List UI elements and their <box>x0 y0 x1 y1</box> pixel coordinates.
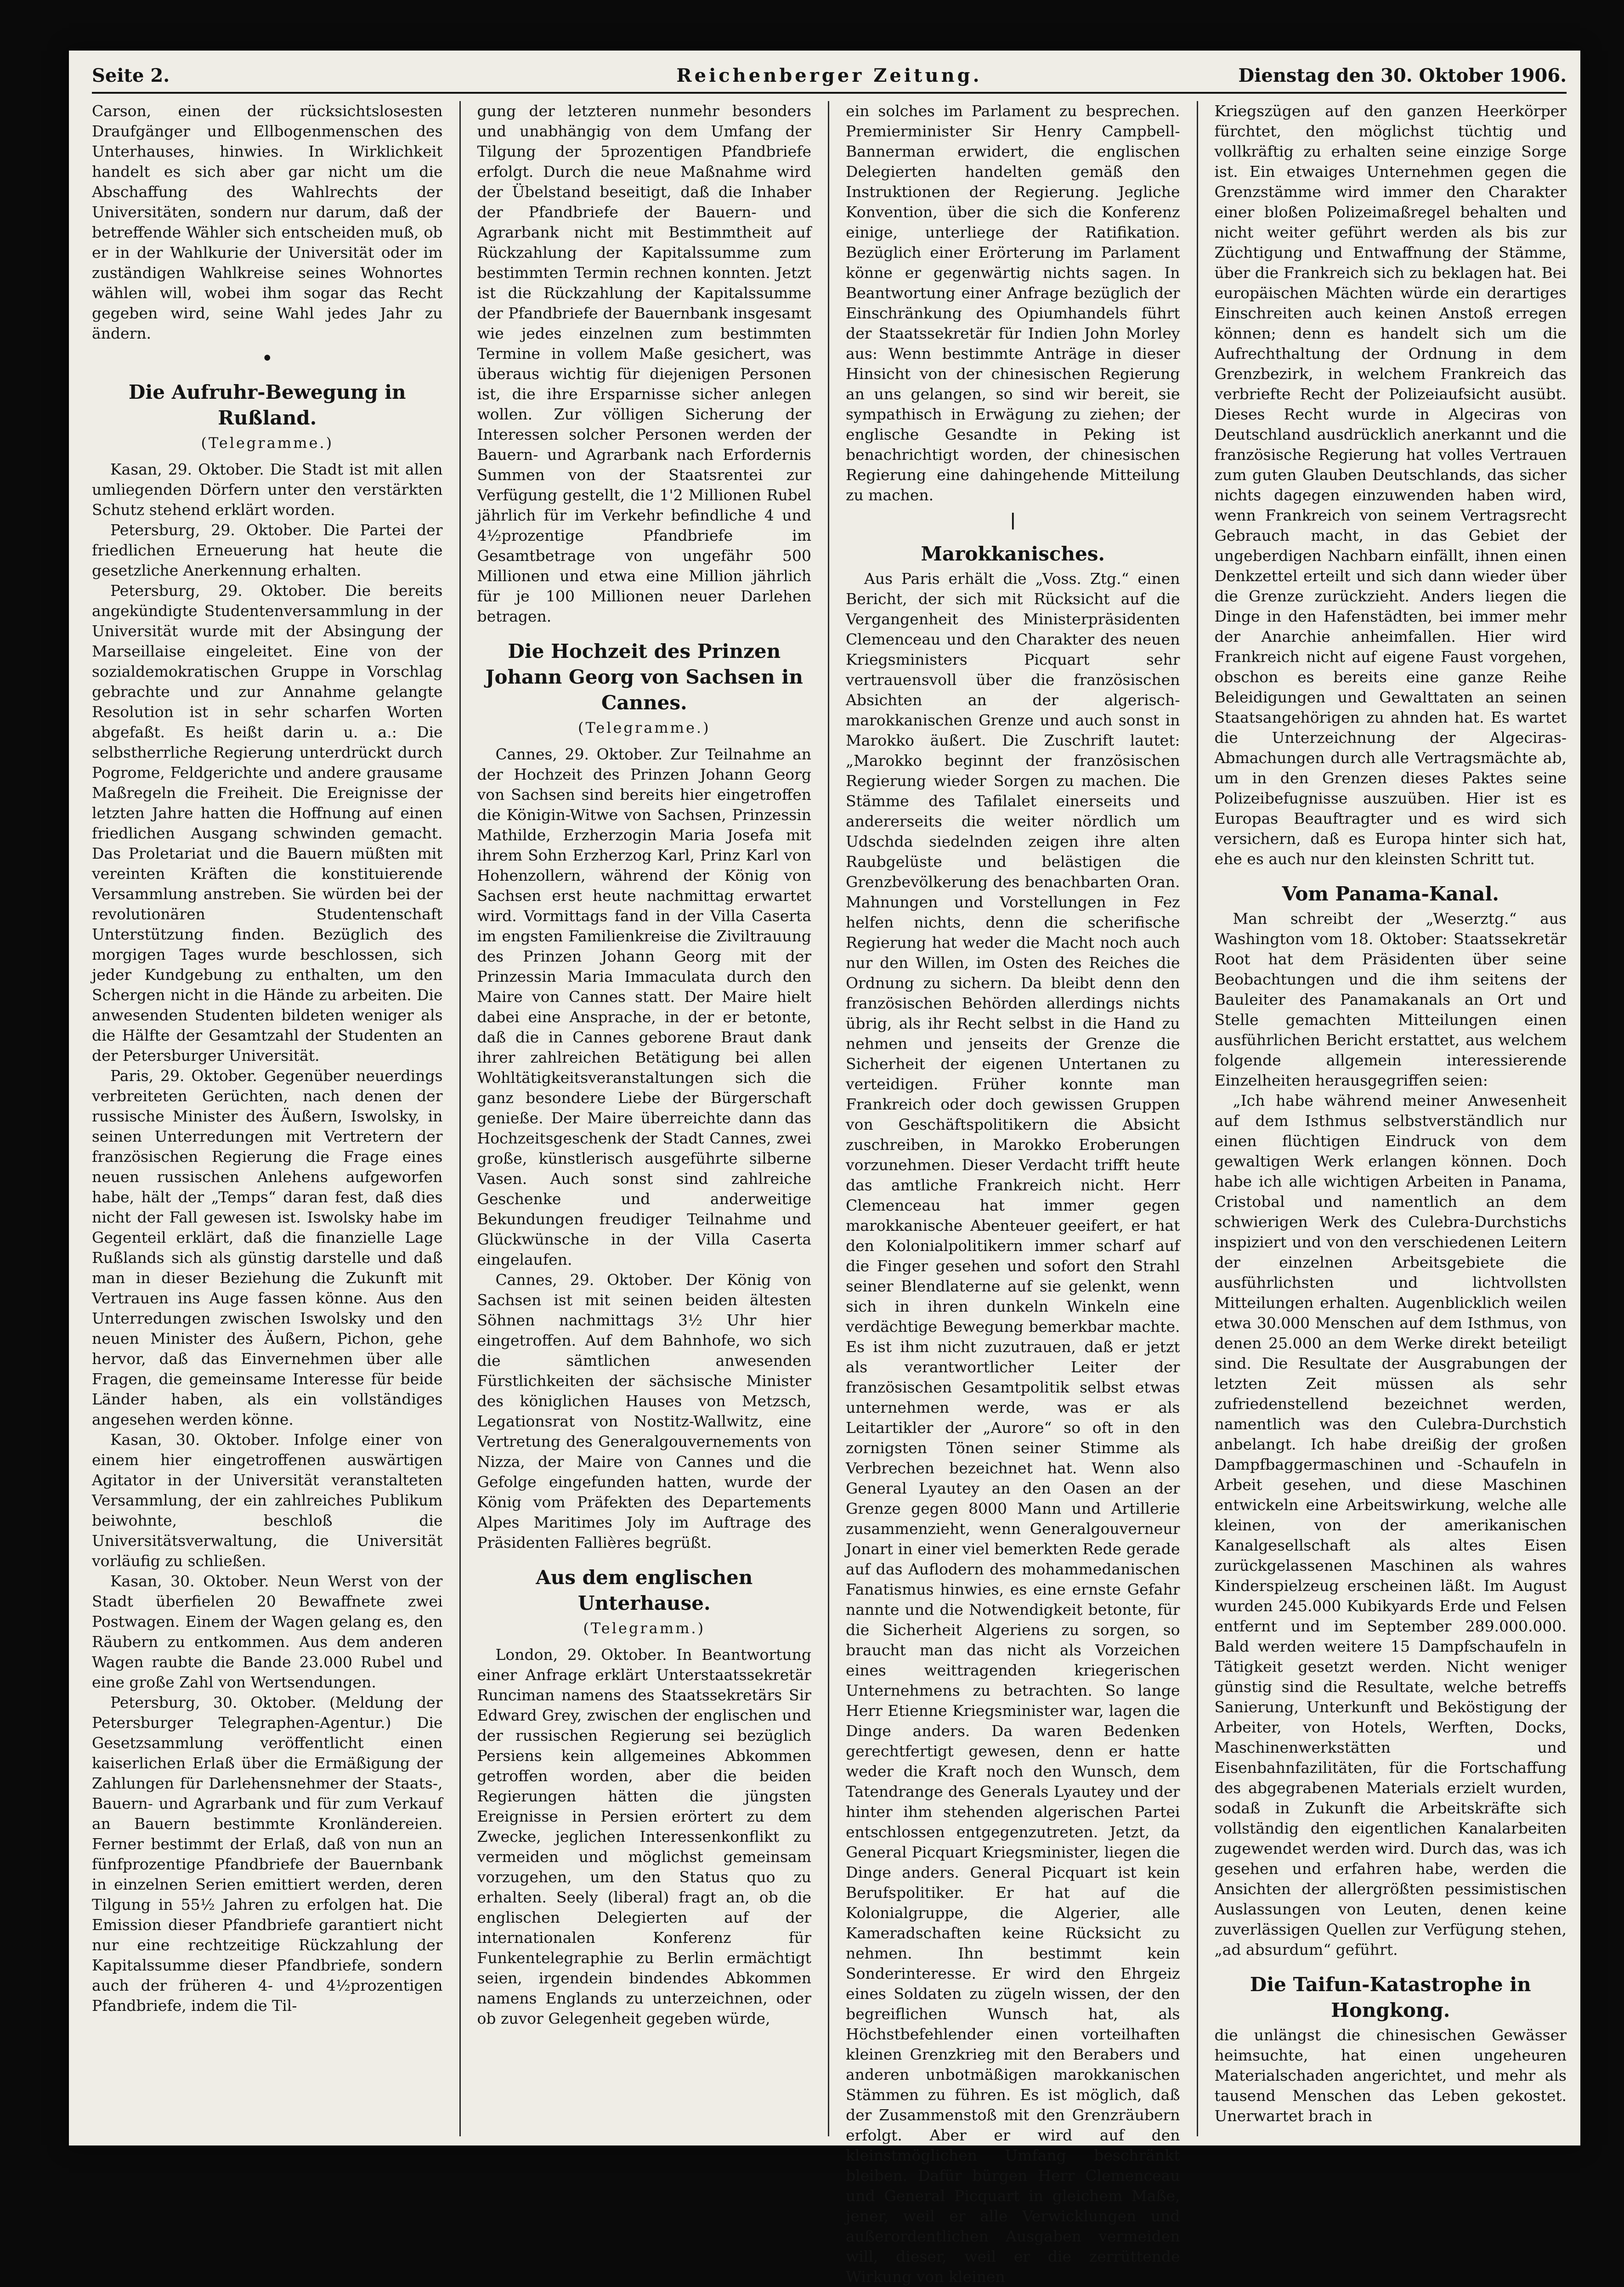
article-continuation: Carson, einen der rücksichtslosesten Draufgänger und Ellbogenmenschen des Unterhauses, hinwies. In Wirklichkeit handelt es sich aber gar nicht um die Abschaffung des Wahlrechts der Universitäten, sondern nur darum, daß der betreffende Wähler sich entscheiden muß, ob er in der Wahlkurie der Universität oder im zuständigen Wahlkreise seines Wohnortes wählen will, wobei ihm sogar das Recht gegeben wird, seine Wahl jedes Jahr zu ändern. <box>92 102 443 342</box>
dispatch-petersburg-1: Petersburg, 29. Oktober. Die Partei der friedlichen Erneuerung hat heute die gesetzliche Anerkennung erhalten. <box>92 521 443 579</box>
newspaper-page <box>69 51 1580 2286</box>
dispatch-kasan-2: Kasan, 30. Oktober. Infolge einer von einem hier eingetroffenen auswärtigen Agitator in der Universität veranstalteten Versammlung, der ein zahlreiches Publikum beiwohnte, beschloß die Universitätsverwaltung, die Universität vorläufig zu schließen. <box>92 1431 443 1570</box>
article-panama-report: „Ich habe während meiner Anwesenheit auf dem Isthmus selbstverständlich nur einen flüchtigen Eindruck von dem gewaltigen Werk erlangen können. Doch habe ich alle wichtigen Arbeiten in Panama, Cristobal und namentlich an dem schwierigen Werk des Culebra-Durchstichs inspiziert und von den verschiedenen Leitern der einzelnen Arbeitsgebiete die ausführlichsten und lichtvollsten Mitteilungen erhalten. Augenblicklich weilen etwa 30.000 Menschen auf dem Isthmus, von denen 25.000 an dem Werke direkt beteiligt sind. Die Resultate der Ausgrabungen der letzten Zeit müssen als sehr zufriedenstellend bezeichnet werden, namentlich was den Culebra-Durchstich anbelangt. Ich habe dreißig der großen Dampfbaggermaschinen und -Schaufeln in Arbeit gesehen, und diese Maschinen entwickeln eine Arbeitswirkung, welche alle kleinen, von der amerikanischen Kanalgesellschaft als altes Eisen zurückgelassenen Maschinen als wahres Kinderspielzeug erscheinen läßt. Im August wurden 245.000 Kubikyards Erde und Felsen entfernt und im September 289.000.000. Bald werden weitere 15 Dampfschaufeln in Tätigkeit gesetzt werden. Nicht weniger günstig sind die Resultate, welche betreffs Sanierung, Unterkunft und Beköstigung der Arbeiter, von Hotels, Werften, Docks, Maschinenwerkstätten und Eisenbahnfazilitäten, für die Fortschaffung des abgegrabenen Materials erzielt wurden, sodaß in Zukunft die Arbeitskräfte sich vollständig den eigentlichen Kanalarbeiten zugewendet werden wird. Durch das, was ich gesehen und erfahren habe, werden die Ansichten der allergrößten pessimistischen Auslassungen von Leuten, denen keine zuverlässigen Quellen zur Verfügung stehen, „ad absurdum“ geführt. <box>1214 1092 1567 1959</box>
issue-date: Dienstag den 30. Oktober 1906. <box>1238 65 1567 86</box>
subhead-telegrams: (Telegramme.) <box>201 434 334 452</box>
section-divider: • <box>262 349 273 368</box>
dispatch-kasan-1: Kasan, 29. Oktober. Die Stadt ist mit allen umliegenden Dörfern unter den verstärkten Schutz stehend erklärt worden. <box>92 460 443 519</box>
dispatch-petersburg-2: Petersburg, 29. Oktober. Die bereits angekündigte Studentenversammlung in der Universität wurde mit der Absingung der Marseillaise eingeleitet. Eine von der sozialdemokratischen Gruppe in Vorschlag gebrachte und zur Annahme gelangte Resolution ist in sehr scharfen Worten abgefaßt. Es heißt darin u. a.: Die selbstherrliche Regierung unterdrückt durch Pogrome, Feldgerichte und andere grausame Maßregeln die Freiheit. Die Ereignisse der letzten Jahre hatten die Hoffnung auf einen friedlichen Ausgang schwinden gemacht. Das Proletariat und die Bauern müßten mit vereinten Kräften die konstituierende Versammlung anstreben. Sie würden bei der revolutionären Studentenschaft Unterstützung finden. Bezüglich des morgigen Tages wurde beschlossen, sich jeder Kundgebung zu enthalten, um den Schergen nicht in die Hände zu arbeiten. Die anwesenden Studenten bildeten weniger als die Hälfte der Gesamtzahl der Studenten an der Petersburger Universität. <box>92 582 443 1064</box>
headline-wedding-cannes: Die Hochzeit des Prinzen Johann Georg von Sachsen in Cannes. <box>485 640 803 714</box>
article-morocco: Aus Paris erhält die „Voss. Ztg.“ einen Bericht, der sich mit Rücksicht auf die Vergangenheit des Ministerpräsidenten Clemenceau und den Charakter des neuen Kriegsministers Picquart sehr vertrauensvoll über die französischen Absichten an der algerisch-marokkanischen Grenze und auch sonst in Marokko äußert. Die Zuschrift lautet: „Marokko beginnt der französischen Regierung wieder Sorgen zu machen. Die Stämme des Tafilalet einerseits und andererseits die weiter nördlich um Udschda siedelnden zeigen ihre alten Raubgelüste und belästigen die Grenzbevölkerung des benachbarten Oran. Mahnungen und Vorstellungen in Fez helfen nichts, denn die scherifische Regierung hat weder die Macht noch auch nur den Willen, im Osten des Reiches die Ordnung zu sichern. Da bleibt denn den französischen Behörden allerdings nichts übrig, als ihr Recht selbst in die Hand zu nehmen und jenseits der Grenze die Sicherheit der eigenen Untertanen zu verteidigen. Früher konnte man Frankreich oder doch gewissen Gruppen von Geschäftspolitikern die Absicht zuschreiben, in Marokko Eroberungen vorzunehmen. Dieser Verdacht trifft heute das amtliche Frankreich nicht. Herr Clemenceau hat immer gegen marokkanische Abenteuer geeifert, er hat den Kolonialpolitikern immer scharf auf die Finger gesehen und sofort den Strahl seiner Blendlaterne auf sie gelenkt, wenn sich in ihren dunkeln Winkeln eine verdächtige Bewegung bemerkbar machte. Es ist ihm nicht zuzutrauen, daß er jetzt als verantwortlicher Leiter der französischen Gesamtpolitik selbst etwas unternehmen werde, was er als Leitartikler der „Aurore“ so oft in den zornigsten Tönen seiner Stimme als Verbrechen bezeichnet hat. Wenn also General Lyautey an den Oasen an der Grenze gegen 8000 Mann und Artillerie zusammenzieht, wenn Generalgouverneur Jonart in einer viel bemerkten Rede gerade auf das Auflodern des mohammedanischen Fanatismus hinwies, es eine ernste Gefahr nannte und die Notwendigkeit betonte, für die Sicherheit Algeriens zu sorgen, so braucht man das nicht als Vorzeichen eines weittragenden kriegerischen Unternehmens zu betrachten. So lange Herr Etienne Kriegsminister war, lagen die Dinge anders. Da waren Bedenken gerechtfertigt gewesen, denn er hatte weder die Kraft noch den Wunsch, dem Tatendrange des Generals Lyautey und der hinter ihm stehenden algerischen Partei entschlossen entgegenzutreten. Jetzt, da General Picquart Kriegsminister, liegen die Dinge anders. General Picquart ist kein Berufspolitiker. Er hat auf die Kolonialgruppe, die Algerier, alle Kameradschaften keine Rücksicht zu nehmen. Ihn bestimmt kein Sonderinteresse. Er wird den Ehrgeiz eines Soldaten zu zügeln wissen, der den begreiflichen Wunsch hat, als Höchstbefehlender einen vorteilhaften kleinen Grenzkrieg mit den Berabers und anderen unbotmäßigen marokkanischen Stämmen zu führen. Es ist möglich, daß der Zusammenstoß mit den Grenzräubern erfolgt. Aber er wird auf den kleinstmöglichen Umfang beschränkt bleiben. Dafür bürgen Herr Clemenceau und General Picquart in gleichem Maße, jener, weil er alle Verwicklungen und außerordentlichen Ausgaben vermeiden will, dieser, weil er die zerrüttende Wirkung von kleinen <box>846 570 1180 2286</box>
page-number: Seite 2. <box>92 65 170 86</box>
dispatch-london: London, 29. Oktober. In Beantwortung einer Anfrage erklärt Unterstaatssekretär Runciman namens des Staatssekretärs Sir Edward Grey, zwischen der englischen und der russischen Regierung sei bezüglich Persiens kein allgemeines Abkommen getroffen worden, aber die beiden Regierungen hätten die jüngsten Ereignisse in Persien erörtert zu dem Zwecke, jeglichen Interessenkonflikt zu vermeiden und möglichst gemeinsam vorzugehen, um den Status quo zu erhalten. Seely (liberal) fragt an, ob die englischen Delegierten auf der internationalen Konferenz für Funkentelegraphie zu Berlin ermächtigt seien, irgendein bindendes Abkommen namens Englands zu unterzeichnen, oder ob zuvor Gelegenheit gegeben würde, <box>477 1646 811 2027</box>
headline-panama-canal: Vom Panama-Kanal. <box>1282 883 1499 905</box>
column-2 <box>461 101 830 2136</box>
dispatch-cannes-2: Cannes, 29. Oktober. Der König von Sachsen ist mit seinen beiden ältesten Söhnen nachmittags 3½ Uhr hier eingetroffen. Auf dem Bahnhofe, wo sich die sämtlichen anwesenden Fürstlichkeiten der sächsische Minister des königlichen Hauses von Metzsch, Legationsrat von Nostitz-Wallwitz, eine Vertretung des Generalgouvernements von Nizza, der Maire von Cannes und die Gefolge eingefunden hatten, wurde der König vom Präfekten des Departements Alpes Maritimes Joly im Auftrage des Präsidenten Fallières begrüßt. <box>477 1271 811 1551</box>
subhead-telegrams: (Telegramme.) <box>577 719 711 736</box>
headline-russia-uprising: Die Aufruhr-Bewegung in Rußland. <box>128 381 406 429</box>
dispatch-petersburg-3: Petersburg, 30. Oktober. (Meldung der Petersburger Telegraphen-Agentur.) Die Gesetzsammlung veröffentlicht einen kaiserlichen Erlaß über die Ermäßigung der Zahlungen für Darlehensnehmer der Staats-, Bauern- und Agrarbank und für zum Verkauf an Bauern bestimmte Kronländereien. Ferner bestimmt der Erlaß, daß von nun an fünfprozentige Pfandbriefe der Bauernbank in einzelnen Serien emittiert werden, deren Tilgung in 55½ Jahren zu erfolgen hat. Die Emission dieser Pfandbriefe garantiert nicht nur eine rechtzeitige Rückzahlung der Kapitalssumme dieser Pfandbriefe, sondern auch der früheren 4- und 4½prozentigen Pfandbriefe, indem die Til- <box>92 1693 443 2015</box>
column-4 <box>1198 101 1567 2136</box>
column-1 <box>92 101 461 2136</box>
headline-morocco: Marokkanisches. <box>921 543 1105 565</box>
article-panama-intro: Man schreibt der „Weserztg.“ aus Washington vom 18. Oktober: Staatssekretär Root hat dem Präsidenten über seine Beobachtungen und die ihm seitens der Bauleiter des Panamakanals an Ort und Stelle gemachten Mitteilungen einen ausführlichen Bericht erstattet, aus welchem folgende allgemein interessierende Einzelheiten herausgegriffen seien: <box>1214 910 1567 1089</box>
dispatch-paris: Paris, 29. Oktober. Gegenüber neuerdings verbreiteten Gerüchten, nach denen der russische Minister des Äußern, Iswolsky, in seinen Unterredungen mit Vertretern der französischen Regierung die Frage eines neuen russischen Anlehens aufgeworfen habe, hält der „Temps“ daran fest, daß dies nicht der Fall gewesen ist. Iswolsky habe im Gegenteil erklärt, daß die finanzielle Lage Rußlands sich als günstig darstelle und daß man in dieser Beziehung die Zukunft mit Vertrauen ins Auge fassen könne. Aus den Unterredungen zwischen Iswolsky und den neuen Minister des Äußern, Pichon, gehe hervor, daß das Einvernehmen über alle Fragen, die gemeinsame Interesse für beide Länder haben, als ein vollständiges angesehen werden könne. <box>92 1067 443 1428</box>
article-typhoon: die unlängst die chinesischen Gewässer heimsuchte, hat einen ungeheuren Materialschaden angerichtet, und mehr als tausend Menschen das Leben gekostet. Unerwartet brach in <box>1214 2026 1567 2125</box>
dispatch-cannes-1: Cannes, 29. Oktober. Zur Teilnahme an der Hochzeit des Prinzen Johann Georg von Sachsen sind bereits hier eingetroffen die Königin-Witwe von Sachsen, Prinzessin Mathilde, Erzherzogin Maria Josefa mit ihrem Sohn Erzherzog Karl, Prinz Karl von Hohenzollern, während der König von Sachsen erst heute nachmittag erwartet wird. Vormittags fand in der Villa Caserta im engsten Familienkreise die Ziviltrauung des Prinzen Johann Georg mit der Prinzessin Maria Immaculata durch den Maire von Cannes statt. Der Maire hielt dabei eine Ansprache, in der er betonte, daß die in Cannes geborene Braut dank ihrer zahlreichen Betätigung bei allen Wohltätigkeitsveranstaltungen sich die ganz besondere Liebe der Bürgerschaft genieße. Der Maire überreichte dann das Hochzeitsgeschenk der Stadt Cannes, zwei große, künstlerisch ausgeführte silberne Vasen. Auch sonst sind zahlreiche Geschenke und anderweitige Bekundungen freudiger Teilnahme und Glückwünsche in der Villa Caserta eingelaufen. <box>477 745 811 1268</box>
column-3 <box>829 101 1198 2286</box>
article-continuation: gung der letzteren nunmehr besonders und unabhängig von dem Umfang der Tilgung der 5prozentigen Pfandbriefe erfolgt. Durch die neue Maßnahme wird der Übelstand beseitigt, daß die Inhaber der Pfandbriefe der Bauern- und Agrarbank nicht mit Bestimmtheit auf Rückzahlung der Kapitalssumme zum bestimmten Termin rechnen konnten. Jetzt ist die Rückzahlung der Kapitalssumme der Pfandbriefe der Bauernbank insgesamt wie jedes einzelnen zum bestimmten Termine in vollem Maße gesichert, was überaus wichtig für diejenigen Personen ist, die ihre Ersparnisse sicher anlegen wollen. Zur völligen Sicherung der Interessen solcher Personen werden der Bauern- und Agrarbank nach Erfordernis Summen von der Staatsrentei zur Verfügung gestellt, die 1'2 Millionen Rubel jährlich für im Verkehr befindliche 4 und 4½prozentige Pfandbriefe im Gesamtbetrage von ungefähr 500 Millionen und etwa eine Million jährlich für je 100 Millionen neuer Darlehen betragen. <box>477 102 811 625</box>
newspaper-title: Reichenberger Zeitung. <box>676 65 982 86</box>
subhead-telegram: (Telegramm.) <box>583 1619 706 1637</box>
headline-typhoon-hongkong: Die Taifun-Katastrophe in Hongkong. <box>1250 1973 1531 2021</box>
masthead <box>92 60 1567 94</box>
article-continuation: ein solches im Parlament zu besprechen. Premierminister Sir Henry Campbell-Bannerman erwidert, die englischen Delegierten handelten gemäß den Instruktionen der Regierung. Jegliche Konvention, über die sich die Konferenz einige, unterliege der Ratifikation. Bezüglich einer Erörterung im Parlament könne er gegenwärtig nichts sagen. In Beantwortung einer Anfrage bezüglich der Einschränkung des Opiumhandels führt der Staatssekretär für Indien John Morley aus: Wenn bestimmte Anträge in dieser Hinsicht von der chinesischen Regierung an uns gelangen, so sind wir bereit, sie sympathisch in Erwägung zu ziehen; der englische Gesandte in Peking ist benachrichtigt worden, der chinesischen Regierung eine dahingehende Mitteilung zu machen. <box>846 102 1180 504</box>
headline-english-house: Aus dem englischen Unterhause. <box>536 1566 753 1614</box>
article-continuation: Kriegszügen auf den ganzen Heerkörper fürchtet, den möglichst tüchtig und vollkräftig zu erhalten seine einzige Sorge ist. Ein etwaiges Unternehmen gegen die Grenzstämme wird immer den Charakter einer bloßen Polizeimaßregel behalten und nicht weiter geführt werden als bis zur Züchtigung und Entwaffnung der Stämme, über die Frankreich sich zu beklagen hat. Bei europäischen Mächten würde ein derartiges Einschreiten auch keinen Anstoß erregen können; denn es handelt sich um die Aufrechthaltung der Ordnung in dem Grenzbezirk, in welchem Frankreich das verbriefte Recht der Polizeiaufsicht ausübt. Dieses Recht wurde in Algeciras von Deutschland ausdrücklich anerkannt und die französische Regierung hat volles Vertrauen zum guten Glauben Deutschlands, das sicher nichts dagegen einzuwenden haben wird, wenn Frankreich von seinem Vertragsrecht Gebrauch macht, in das Gebiet der ungeberdigen Nachbarn einfällt, ihnen einen Denkzettel erteilt und sich dann wieder über die Grenze zurückzieht. Anders liegen die Dinge in den Hafenstädten, bei immer mehr der Anarchie anheimfallen. Hier wird Frankreich nicht auf eigene Faust vorgehen, obschon es bereits eine ganze Reihe Beleidigungen und Gewalttaten an seinen Staatsangehörigen zu ahnden hat. Es wartet die Unterzeichnung der Algeciras-Abmachungen durch alle Vertragsmächte ab, um in den Grenzen dieses Paktes seine Polizeibefugnisse auszuüben. Hier ist es Europas Beauftragter und es wird sich versichern, daß es Europa hinter sich hat, ehe es auch nur den kleinsten Schritt tut. <box>1214 102 1567 868</box>
section-divider: | <box>1010 510 1016 530</box>
dispatch-kasan-3: Kasan, 30. Oktober. Neun Werst von der Stadt überfielen 20 Bewaffnete zwei Postwagen. Einem der Wagen gelang es, den Räubern zu entkommen. Aus dem anderen Wagen raubte die Bande 23.000 Rubel und eine große Zahl von Wertsendungen. <box>92 1572 443 1691</box>
article-columns <box>92 101 1567 2286</box>
